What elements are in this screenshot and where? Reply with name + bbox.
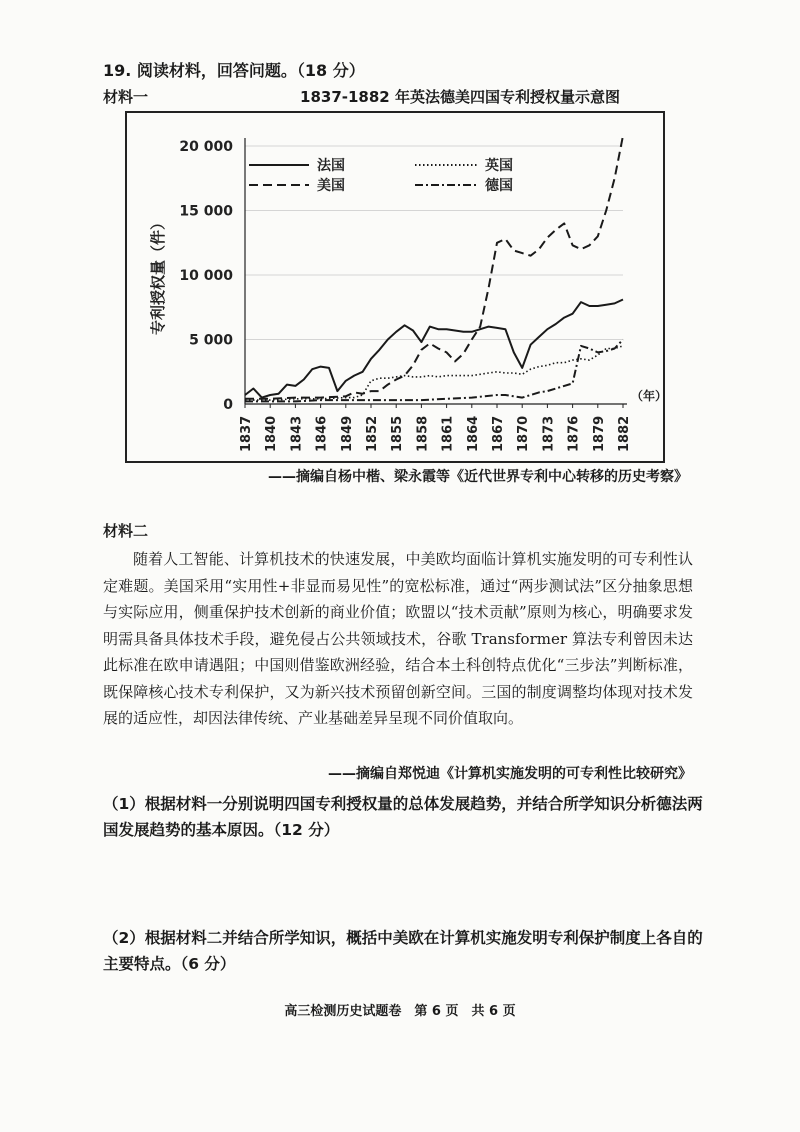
series-line-美国 (245, 136, 623, 399)
material1-label: 材料一 (103, 88, 149, 106)
question-1: （1）根据材料一分别说明四国专利授权量的总体发展趋势，并结合所学知识分析德法两国发展趋势的基本原因。（12 分） (103, 795, 703, 839)
x-tick-label: 1846 (314, 415, 330, 452)
material2-label: 材料二 (103, 522, 149, 540)
page-footer: 高三检测历史试题卷 第 6 页 共 6 页 (284, 1004, 516, 1019)
x-tick-label: 1864 (465, 415, 481, 452)
x-tick-label: 1852 (365, 415, 380, 452)
legend-label: 德国 (485, 178, 513, 194)
material1-source: ——摘编自杨中楷、梁永霞等《近代世界专利中心转移的历史考察》 (268, 469, 688, 485)
x-tick-label: 1840 (264, 415, 280, 452)
y-tick-label: 15 000 (179, 203, 233, 220)
y-tick-label: 10 000 (179, 268, 233, 284)
patent-chart (125, 111, 668, 463)
x-tick-label: 1858 (415, 415, 431, 452)
x-tick-label: 1855 (390, 415, 406, 452)
series-line-法国 (245, 300, 623, 398)
x-tick-label: 1843 (289, 415, 305, 452)
x-tick-label: 1837 (239, 415, 254, 452)
y-tick-label: 20 000 (179, 139, 233, 155)
x-tick-label: 1867 (491, 415, 506, 452)
material2-source: ——摘编自郑悦迪《计算机实施发明的可专利性比较研究》 (328, 766, 692, 782)
legend-label: 美国 (317, 178, 345, 194)
question-heading: 19. 阅读材料，回答问题。（18 分） (103, 61, 365, 80)
question-2: （2）根据材料二并结合所学知识，概括中美欧在计算机实施发明专利保护制度上各自的主要特点。（6 分） (103, 929, 703, 973)
y-tick-label: 5 000 (189, 332, 233, 349)
x-tick-label: 1876 (566, 415, 582, 452)
x-tick-label: 1849 (339, 415, 355, 452)
x-tick-label: 1870 (516, 415, 532, 452)
patent-chart-svg (127, 113, 668, 461)
x-tick-label: 1879 (591, 415, 607, 452)
x-tick-label: 1861 (440, 415, 456, 452)
y-tick-label: 0 (223, 397, 233, 413)
series-line-英国 (245, 346, 623, 400)
x-axis-label: （年） (631, 389, 668, 403)
y-axis-label: 专利授权量（件） (149, 214, 167, 336)
material2-paragraph: 随着人工智能、计算机技术的快速发展，中美欧均面临计算机实施发明的可专利性认定难题。美国采用“实用性+非显而易见性”的宽松标准，通过“两步测试法”区分抽象思想与实际应用，侧重保护技术创新的商业价值；欧盟以“技术贡献”原则为核心，明确要求发明需具备具体技术手段，避免侵占公共领域技术，谷歌 Transformer 算法专利曾因未达此标准在欧申请遇阻；中国则借鉴欧洲经验，结合本土科创特点优化“三步法”判断标准，既保障核心技术专利保护，又为新兴技术预留创新空间。三国的制度调整均体现对技术发展的适应性，却因法律传统、产业基础差异呈现不同价值取向。 (103, 550, 693, 727)
legend-label: 英国 (485, 158, 513, 174)
series-line-德国 (245, 340, 623, 402)
chart-title: 1837-1882 年英法德美四国专利授权量示意图 (300, 88, 620, 106)
x-tick-label: 1882 (617, 415, 632, 452)
legend-label: 法国 (317, 158, 345, 174)
x-tick-label: 1873 (541, 415, 557, 452)
